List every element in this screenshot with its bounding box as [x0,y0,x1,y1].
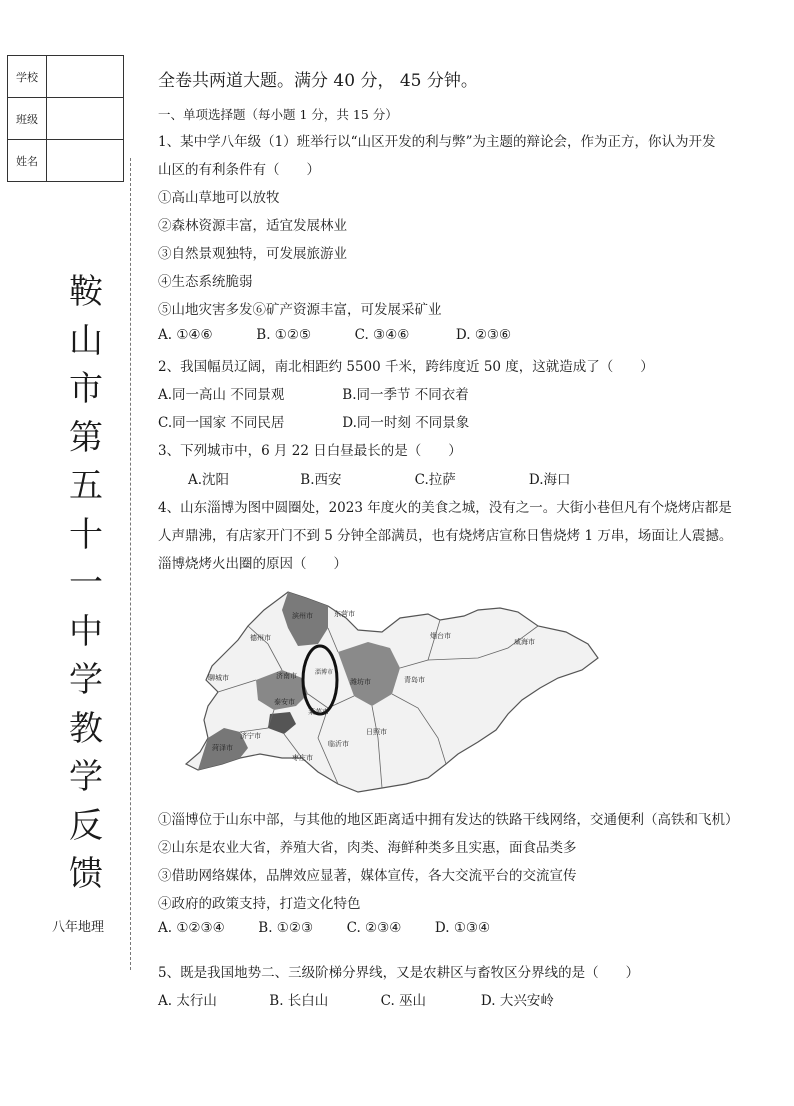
q4-option-a[interactable]: A. ①②③④ [158,920,225,936]
map-label: 济南市 [276,673,297,680]
title-char: 第 [69,417,103,458]
map-label: 东营市 [334,611,355,618]
q1-option-a[interactable]: A. ①④⑥ [158,327,213,343]
q3-option-d[interactable]: D.海口 [528,472,571,488]
map-label: 日照市 [366,729,387,736]
title-char: 鞍 [69,272,103,312]
q4-item: ②山东是农业大省，养殖大省，肉类、海鲜种类多且实惠，面食品类多 [158,840,577,856]
q1-item: ①高山草地可以放牧 [158,190,280,206]
map-label: 青岛市 [404,677,425,684]
q1-item: ③自然景观独特，可发展旅游业 [158,246,347,262]
student-info-table [7,55,124,182]
q3-option-a[interactable]: A.沈阳 [188,472,230,488]
q1-item: ④生态系统脆弱 [158,274,253,290]
title-char: 山 [69,320,103,361]
q5-stem: 5、既是我国地势二、三级阶梯分界线，又是农耕区与畜牧区分界线的是（ ） [158,965,640,981]
title-char: 五 [69,466,103,506]
school-field[interactable] [47,56,124,98]
q5-option-c[interactable]: C. 巫山 [380,993,427,1009]
shandong-map [178,588,603,798]
q3-stem: 3、下列城市中，6 月 22 日白昼最长的是（ ） [158,443,462,459]
title-char: 十 [69,514,103,555]
map-label: 临沂市 [328,741,349,748]
section-title: 一、单项选择题（每小题 1 分，共 15 分） [158,107,398,122]
q1-item: ②森林资源丰富，适宜发展林业 [158,218,347,234]
q4-stem-line2: 人声鼎沸，有店家开门不到 5 分钟全部满员，也有烧烤店宣称日售烧烤 1 万串，场面让人震撼。 [158,528,733,544]
q2-stem: 2、我国幅员辽阔，南北相距约 5500 千米，跨纬度近 50 度，这就造成了（ ） [158,359,654,375]
title-char: 一 [69,563,103,603]
map-label: 滨州市 [292,613,313,620]
map-label: 威海市 [514,639,535,646]
q2-option-b[interactable]: B.同一季节 不同衣着 [342,387,469,403]
q5-option-d[interactable]: D. 大兴安岭 [480,993,554,1009]
map-label: 菏泽市 [212,745,233,752]
q4-stem-line1: 4、山东淄博为图中圆圈处，2023 年度火的美食之城，没有之一。大街小巷但凡有个烧烤店都是 [158,500,732,516]
title-char: 学 [69,660,103,700]
q2-option-c[interactable]: C.同一国家 不同民居 [158,415,285,431]
q1-stem-line1: 1、某中学八年级（1）班举行以“山区开发的利与弊”为主题的辩论会，作为正方，你认为开发 [158,134,716,150]
title-char: 学 [69,757,103,797]
title-char: 反 [69,805,103,846]
q4-options [158,920,490,936]
name-label: 姓名 [8,140,47,182]
title-char: 馈 [69,854,103,894]
q4-item: ③借助网络媒体，品牌效应显著，媒体宣传，各大交流平台的交流宣传 [158,868,577,884]
q5-option-b[interactable]: B. 长白山 [269,993,329,1009]
map-label: 泰安市 [274,699,295,706]
map-label: 德州市 [250,635,271,642]
map-label: 潍坊市 [350,679,371,686]
map-label: 烟台市 [430,633,451,640]
q1-options [158,327,511,343]
q2-options-row2 [158,411,469,431]
school-title-vertical [68,268,104,899]
class-label: 班级 [8,98,47,140]
q5-options [158,989,554,1009]
map-label: 聊城市 [208,675,229,682]
school-label: 学校 [8,56,47,98]
class-field[interactable] [47,98,124,140]
map-label: 莱芜市 [308,709,329,716]
q4-item: ④政府的政策支持，打造文化特色 [158,896,361,912]
q1-option-b[interactable]: B. ①②⑤ [256,327,312,343]
shandong-map-svg [178,588,603,798]
title-char: 市 [69,369,103,409]
name-field[interactable] [47,140,124,182]
q1-option-d[interactable]: D. ②③⑥ [455,327,512,343]
q2-option-a[interactable]: A.同一高山 不同景观 [158,387,285,403]
q2-options-row1 [158,383,469,403]
map-label: 淄博市 [315,670,334,676]
map-label: 枣庄市 [292,755,313,762]
q4-option-b[interactable]: B. ①②③ [258,920,314,936]
q1-option-c[interactable]: C. ③④⑥ [354,327,410,343]
q3-options [188,468,571,488]
q4-stem-line3: 淄博烧烤火出圈的原因（ ） [158,556,347,572]
q4-option-d[interactable]: D. ①③④ [434,920,491,936]
q2-option-d[interactable]: D.同一时刻 不同景象 [342,415,470,431]
title-char: 中 [69,611,103,652]
map-label: 济宁市 [240,733,261,740]
exam-header: 全卷共两道大题。满分 40 分， 45 分钟。 [158,71,478,91]
q3-option-b[interactable]: B.西安 [300,472,342,488]
q3-option-c[interactable]: C.拉萨 [414,472,456,488]
q5-option-a[interactable]: A. 太行山 [158,993,217,1009]
q1-item: ⑤山地灾害多发⑥矿产资源丰富，可发展采矿业 [158,302,442,318]
q4-item: ①淄博位于山东中部，与其他的地区距离适中拥有发达的铁路干线网络，交通便利（高铁和飞机） [158,812,739,828]
q4-option-c[interactable]: C. ②③④ [346,920,402,936]
subject-label: 八年地理 [52,920,105,935]
q1-stem-line2: 山区的有利条件有（ ） [158,162,320,178]
binding-line [130,158,131,970]
title-char: 教 [69,708,103,749]
